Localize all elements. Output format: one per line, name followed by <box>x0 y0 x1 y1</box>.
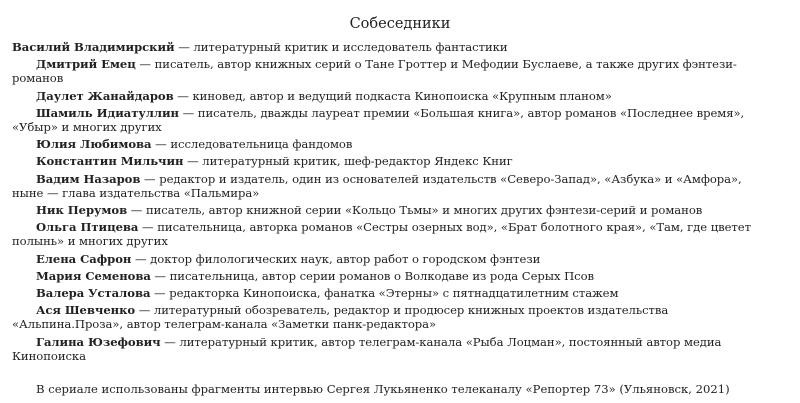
separator: — <box>178 105 198 120</box>
person-name: Дмитрий Емец <box>36 57 136 72</box>
list-item <box>12 335 758 363</box>
separator: — <box>135 303 154 318</box>
list-item <box>12 303 758 331</box>
footnote: В сериале использованы фрагменты интервью Сергея Лукьяненко телеканалу «Репортер 73» (Ульяновск, 2021) <box>36 382 730 397</box>
person-name: Ник Перумов <box>36 203 128 218</box>
person-description: киновед, автор и ведущий подкаста Кинопоиска «Крупным планом» <box>192 88 612 103</box>
person-name: Вадим Назаров <box>36 171 141 186</box>
person-name: Галина Юзефович <box>36 334 161 349</box>
separator: — <box>150 286 170 301</box>
person-description: писатель, автор книжной серии «Кольцо Тьмы» и многих других фэнтези-серий и романов <box>145 203 703 218</box>
list-item <box>12 252 758 266</box>
list-item <box>12 154 758 168</box>
list-item <box>12 269 758 283</box>
list-item <box>12 203 758 217</box>
person-name: Даулет Жанайдаров <box>36 88 174 103</box>
person-name: Ася Шевченко <box>36 303 136 318</box>
interviewee-list <box>12 40 758 363</box>
person-name: Константин Мильчин <box>36 154 184 169</box>
person-name: Василий Владимирский <box>12 40 175 54</box>
separator: — <box>183 154 203 169</box>
person-description: исследовательница фандомов <box>170 137 353 152</box>
person-description: редактор и издатель, один из основателей издательств «Северо-Запад», «Азбука» и «Амфора», ныне — глава издательства «Пальмира» <box>12 171 742 200</box>
page-title: Собеседники <box>349 16 451 32</box>
separator: — <box>150 268 170 283</box>
person-name: Елена Сафрон <box>36 251 132 266</box>
separator: — <box>174 40 194 54</box>
person-description: литературный критик и исследователь фантастики <box>193 40 508 54</box>
separator: — <box>151 137 171 152</box>
separator: — <box>135 57 155 72</box>
separator: — <box>127 203 146 218</box>
person-name: Ольга Птицева <box>36 220 139 235</box>
person-description: редакторка Кинопоиска, фанатка «Этерны» с пятнадцатилетним стажем <box>169 286 619 301</box>
list-item <box>12 89 758 103</box>
person-name: Мария Семенова <box>36 268 151 283</box>
separator: — <box>160 334 180 349</box>
person-description: писатель, дважды лауреат премии «Большая книга», автор романов «Последнее время», «Убыр» и многих других <box>12 105 745 135</box>
person-name: Валера Усталова <box>36 286 151 301</box>
person-description: писатель, автор книжных серий о Тане Гроттер и Мефодии Буслаеве, а также других фэнтези-романов <box>12 57 737 86</box>
list-item <box>12 220 758 248</box>
person-name: Юлия Любимова <box>36 137 152 152</box>
list-item <box>12 40 758 54</box>
list-item <box>12 286 758 300</box>
person-description: писательница, авторка романов «Сестры озерных вод», «Брат болотного края», «Там, где цветет полынь» и многих других <box>12 220 751 249</box>
person-name: Шамиль Идиатуллин <box>36 105 179 120</box>
person-description: литературный критик, шеф-редактор Яндекс Книг <box>202 154 513 169</box>
person-description: литературный обозреватель, редактор и продюсер книжных проектов издательства «Альпина.Проза», автор телеграм-канала «Заметки панк-редактора» <box>12 303 669 332</box>
list-item <box>12 57 758 85</box>
separator: — <box>173 88 193 103</box>
person-description: литературный критик, автор телеграм-канала «Рыба Лоцман», постоянный автор медиа Кинопоиска <box>12 334 722 363</box>
person-description: доктор филологических наук, автор работ о городском фэнтези <box>150 251 541 266</box>
separator: — <box>138 220 158 235</box>
list-item <box>12 106 758 134</box>
separator: — <box>131 251 151 266</box>
person-description: писательница, автор серии романов о Волкодаве из рода Серых Псов <box>169 268 595 283</box>
list-item <box>12 137 758 151</box>
list-item <box>12 172 758 200</box>
separator: — <box>140 171 160 186</box>
